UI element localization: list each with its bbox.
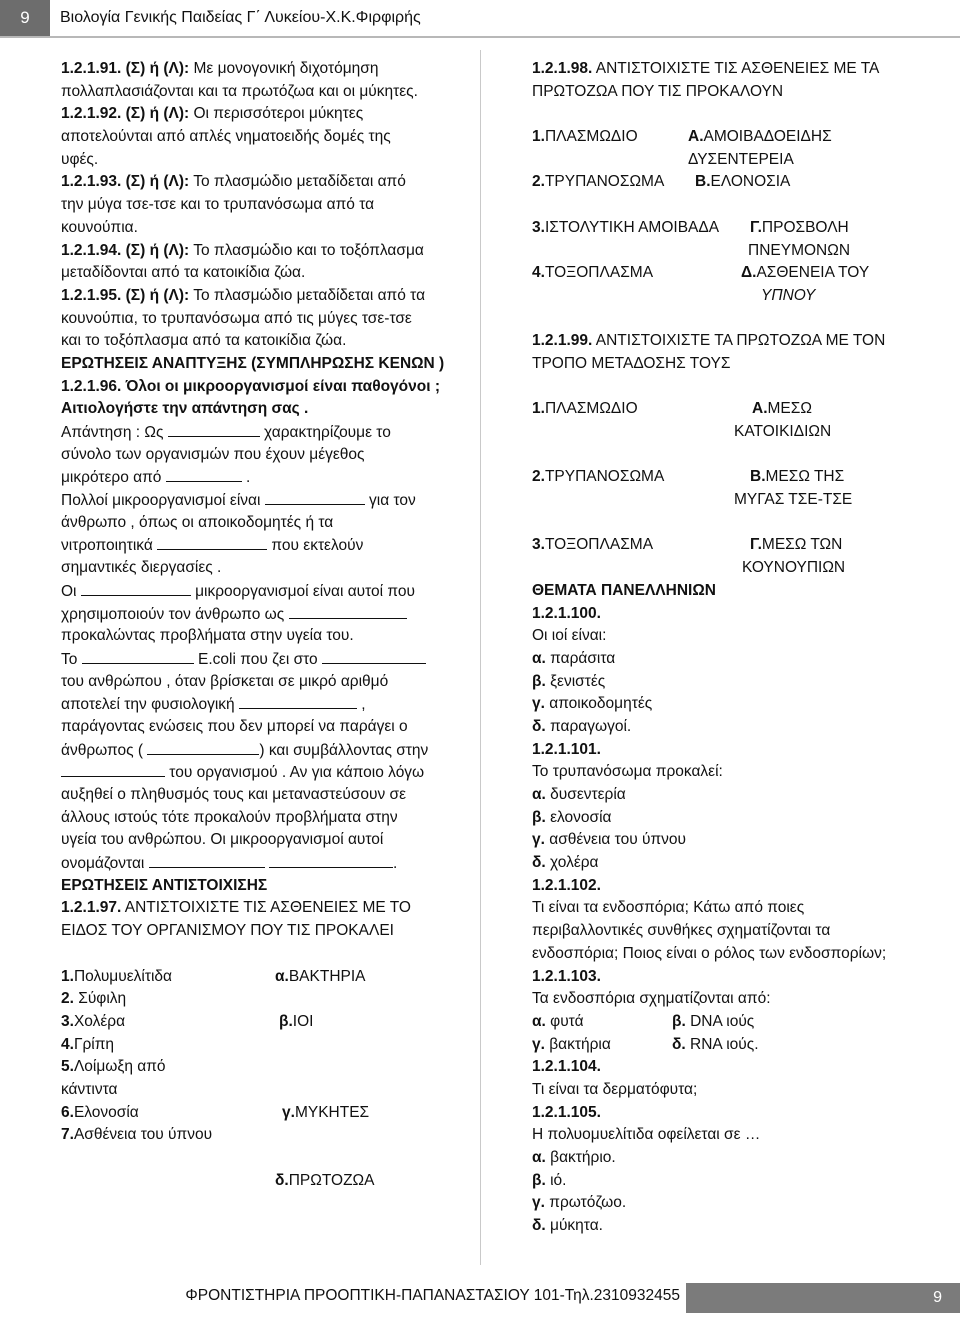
match-row-1: 1.Πολυμυελίτιδα α.ΒΑΚΤΗΡΙΑ	[61, 967, 366, 985]
fill-line-15: άνθρωπος ( ) και συμβάλλοντας στην	[61, 739, 471, 762]
q94-line2: μεταδίδονται από τα κατοικίδια ζώα.	[61, 264, 306, 282]
match-row-5b: κάντιντα	[61, 1080, 118, 1098]
q100-number: 1.2.1.100.	[532, 604, 601, 622]
fill-line-18: άλλους ιστούς τότε προκαλούν προβλήματα στην	[61, 808, 398, 826]
blank-9[interactable]	[239, 693, 357, 709]
q97-line2: ΕΙΔΟΣ ΤΟΥ ΟΡΓΑΝΙΣΜΟΥ ΠΟΥ ΤΙΣ ΠΡΟΚΑΛΕΙ	[61, 922, 394, 940]
fill-line-2: σύνολο των οργανισμών που έχουν μέγεθος	[61, 445, 365, 463]
q99-pair-1: 1.ΠΛΑΣΜΩΔΙΟ Α.ΜΕΣΩ	[532, 400, 812, 418]
q92-line2: αποτελούνται από απλές νηματοειδής δομές της	[61, 128, 391, 146]
page-footer	[0, 1283, 960, 1317]
fill-line-17: αυξηθεί ο πληθυσμός τους και μεταναστεύσουν σε	[61, 786, 406, 803]
fill-line-7: σημαντικές διεργασίες .	[61, 559, 222, 577]
q103-text: Τα ενδοσπόρια σχηματίζονται από:	[532, 990, 771, 1008]
q96-line1: 1.2.1.96. Όλοι οι μικροοργανισμοί είναι παθογόνοι ;	[61, 377, 440, 395]
q104-text: Τι είναι τα δερματόφυτα;	[532, 1080, 698, 1098]
fill-line-1: Απάντηση : Ως χαρακτηρίζουμε το	[61, 421, 471, 444]
q98-pair-4b: ΥΠΝΟΥ	[761, 286, 816, 304]
q92-line1: 1.2.1.92. (Σ) ή (Λ): Οι περισσότεροι μύκητες	[61, 105, 364, 123]
q93-line1: 1.2.1.93. (Σ) ή (Λ): Το πλασμώδιο μεταδίδεται από	[61, 173, 406, 191]
fill-line-20: ονομάζονται .	[61, 852, 471, 875]
blank-3[interactable]	[265, 489, 365, 505]
q99-pair-3b: ΚΟΥΝΟΥΠΙΩΝ	[742, 559, 846, 577]
q101-option-c: γ. ασθένεια του ύπνου	[532, 831, 686, 849]
match-row-7: 7.Ασθένεια του ύπνου	[61, 1126, 213, 1144]
q99-pair-1b: ΚΑΤΟΙΚΙΔΙΩΝ	[734, 423, 832, 440]
blank-7[interactable]	[82, 648, 194, 664]
blank-5[interactable]	[81, 580, 191, 596]
q96-line2: Αιτιολογήστε την απάντηση σας .	[61, 400, 309, 418]
fill-line-13: αποτελεί την φυσιολογική ,	[61, 693, 471, 716]
q98-pair-1: 1.ΠΛΑΣΜΩΔΙΟ Α.ΑΜΟΙΒΑΔΟΕΙΔΗΣ	[532, 128, 832, 146]
q93-line2: την μύγα τσε-τσε και το τρυπανόσωμα από τα	[61, 196, 375, 214]
q98-pair-2: 2.ΤΡΥΠΑΝΟΣΩΜΑ Β.ΕΛΟΝΟΣΙΑ	[532, 173, 791, 191]
blank-1[interactable]	[168, 421, 260, 437]
fill-line-16: του οργανισμού . Αν για κάποιο λόγω	[61, 761, 471, 784]
q100-option-b: β. ξενιστές	[532, 672, 606, 690]
q100-option-a: α. παράσιτα	[532, 649, 616, 667]
q105-option-a: α. βακτήριο.	[532, 1149, 616, 1166]
q95-line2: κουνούπια, το τρυπανόσωμα από τις μύγες τσε-τσε	[61, 309, 412, 327]
fill-line-14: παράγοντας ενώσεις που δεν μπορεί να παράγει ο	[61, 717, 408, 735]
blank-13[interactable]	[269, 852, 393, 868]
match-row-4: 4.Γρίπη	[61, 1035, 115, 1053]
header-rule	[0, 36, 960, 38]
fill-line-10: προκαλώντας προβλήματα στην υγεία του.	[61, 627, 354, 645]
q101-text: Το τρυπανόσωμα προκαλεί:	[532, 763, 723, 781]
column-divider	[480, 50, 481, 1265]
fill-line-6: νιτροποιητικά που εκτελούν	[61, 534, 471, 557]
header-page-number: 9	[0, 0, 50, 36]
q98-pair-1b: ΔΥΣΕΝΤΕΡΕΙΑ	[688, 150, 794, 168]
fill-line-3: μικρότερο από .	[61, 466, 471, 489]
q98-line2: ΠΡΩΤΟΖΩΑ ΠΟΥ ΤΙΣ ΠΡΟΚΑΛΟΥΝ	[532, 82, 784, 100]
fill-line-8: Οι μικροοργανισμοί είναι αυτοί που	[61, 580, 471, 603]
blank-2[interactable]	[166, 466, 242, 482]
fill-line-9: χρησιμοποιούν τον άνθρωπο ως	[61, 603, 471, 626]
q103-number: 1.2.1.103.	[532, 967, 601, 985]
q105-option-d: δ. μύκητα.	[532, 1217, 603, 1235]
blank-6[interactable]	[289, 603, 407, 619]
left-column	[61, 58, 471, 1192]
match-row-8: δ.ΠΡΩΤΟΖΩΑ	[275, 1171, 375, 1189]
q99-line2: ΤΡΟΠΟ ΜΕΤΑΔΟΣΗΣ ΤΟΥΣ	[532, 354, 731, 372]
q105-number: 1.2.1.105.	[532, 1103, 601, 1121]
q98-pair-4: 4.ΤΟΞΟΠΛΑΣΜΑ Δ.ΑΣΘΕΝΕΙΑ ΤΟΥ	[532, 264, 870, 282]
page-header	[0, 0, 960, 36]
q101-option-d: δ. χολέρα	[532, 854, 599, 872]
q102-text-3: ενδοσπόρια; Ποιος είναι ο ρόλος των ενδοσπορίων;	[532, 944, 887, 962]
blank-12[interactable]	[149, 852, 265, 868]
q99-pair-2: 2.ΤΡΥΠΑΝΟΣΩΜΑ Β.ΜΕΣΩ ΤΗΣ	[532, 468, 845, 486]
q100-text: Οι ιοί είναι:	[532, 627, 607, 645]
q104-number: 1.2.1.104.	[532, 1058, 601, 1076]
q99-pair-2b: ΜΥΓΑΣ ΤΣΕ-ΤΣΕ	[734, 491, 853, 509]
q98-pair-3: 3.ΙΣΤΟΛΥΤΙΚΗ ΑΜΟΙΒΑΔΑ Γ.ΠΡΟΣΒΟΛΗ	[532, 218, 849, 236]
q105-option-c: γ. πρωτόζωο.	[532, 1194, 627, 1212]
q105-option-b: β. ιό.	[532, 1171, 567, 1189]
blank-8[interactable]	[322, 648, 426, 664]
q98-pair-3b: ΠΝΕΥΜΟΝΩΝ	[748, 241, 851, 259]
q97-line1: 1.2.1.97. ΑΝΤΙΣΤΟΙΧΙΣΤΕ ΤΙΣ ΑΣΘΕΝΕΙΕΣ ΜΕ ΤΟ	[61, 899, 411, 917]
q99-pair-3: 3.ΤΟΞΟΠΛΑΣΜΑ Γ.ΜΕΣΩ ΤΩΝ	[532, 536, 843, 554]
match-row-3: 3.Χολέρα β.ΙΟΙ	[61, 1012, 314, 1030]
q93-line3: κουνούπια.	[61, 218, 138, 236]
blank-10[interactable]	[147, 739, 259, 755]
q102-text-1: Τι είναι τα ενδοσπόρια; Κάτω από ποιες	[532, 899, 805, 917]
footer-page-number: 9	[686, 1283, 960, 1313]
right-column	[532, 58, 932, 1238]
q101-option-a: α. δυσεντερία	[532, 786, 626, 803]
q102-number: 1.2.1.102.	[532, 876, 601, 894]
q101-number: 1.2.1.101.	[532, 740, 601, 758]
q92-line3: υφές.	[61, 150, 99, 168]
q94-line1: 1.2.1.94. (Σ) ή (Λ): Το πλασμώδιο και το τοξόπλασμα	[61, 241, 424, 259]
q100-option-d: δ. παραγωγοί.	[532, 717, 632, 735]
q91-line2: πολλαπλασιάζονται και τα πρωτόζωα και οι μύκητες.	[61, 82, 418, 100]
fill-line-11: Το E.coli που ζει στο	[61, 648, 471, 671]
footer-text: ΦΡΟΝΤΙΣΤΗΡΙΑ ΠΡΟΟΠΤΙΚΗ-ΠΑΠΑΝΑΣΤΑΣΙΟΥ 101-Τηλ.2310932455	[185, 1287, 680, 1304]
q98-line1: 1.2.1.98. ΑΝΤΙΣΤΟΙΧΙΣΤΕ ΤΙΣ ΑΣΘΕΝΕΙΕΣ ΜΕ ΤΑ	[532, 60, 880, 77]
fill-line-4: Πολλοί μικροοργανισμοί είναι για τον	[61, 489, 471, 512]
match-row-2: 2. Σύφιλη	[61, 990, 127, 1008]
blank-4[interactable]	[157, 534, 267, 550]
section-development-questions: ΕΡΩΤΗΣΕΙΣ ΑΝΑΠΤΥΞΗΣ (ΣΥΜΠΛΗΡΩΣΗΣ ΚΕΝΩΝ )	[61, 354, 445, 372]
q102-text-2: περιβαλλοντικές συνθήκες σχηματίζονται τα	[532, 922, 831, 940]
fill-line-12: του ανθρώπου , όταν βρίσκεται σε μικρό αριθμό	[61, 672, 389, 690]
q95-line3: και το τοξόπλασμα από τα κατοικίδια ζώα.	[61, 332, 347, 350]
fill-line-5: άνθρωπο , όπως οι αποικοδομητές ή τα	[61, 513, 334, 531]
q101-option-b: β. ελονοσία	[532, 808, 612, 826]
header-title: Βιολογία Γενικής Παιδείας Γ΄ Λυκείου-Χ.Κ.Φιρφιρής	[60, 9, 421, 26]
section-matching-questions: ΕΡΩΤΗΣΕΙΣ ΑΝΤΙΣΤΟΙΧΙΣΗΣ	[61, 876, 268, 894]
q95-line1: 1.2.1.95. (Σ) ή (Λ): Το πλασμώδιο μεταδίδεται από τα	[61, 286, 426, 304]
q103-options-cd: γ. βακτήρια δ. RNA ιούς.	[532, 1035, 759, 1053]
q99-line1: 1.2.1.99. ΑΝΤΙΣΤΟΙΧΙΣΤΕ ΤΑ ΠΡΩΤΟΖΩΑ ΜΕ ΤΟΝ	[532, 332, 886, 350]
match-row-6: 6.Ελονοσία γ.ΜΥΚΗΤΕΣ	[61, 1103, 370, 1121]
match-row-5: 5.Λοίμωξη από	[61, 1058, 166, 1076]
q105-text: Η πολυομυελίτιδα οφείλεται σε …	[532, 1126, 761, 1144]
fill-line-19: υγεία του ανθρώπου. Οι μικροοργανισμοί αυτοί	[61, 831, 384, 849]
section-panhellenic: ΘΕΜΑΤΑ ΠΑΝΕΛΛΗΝΙΩΝ	[532, 581, 716, 599]
blank-11[interactable]	[61, 761, 165, 777]
q91-line1: 1.2.1.91. (Σ) ή (Λ): Με μονογονική διχοτόμηση	[61, 60, 379, 77]
q103-options-ab: α. φυτά β. DNA ιούς	[532, 1012, 755, 1030]
q100-option-c: γ. αποικοδομητές	[532, 695, 653, 713]
